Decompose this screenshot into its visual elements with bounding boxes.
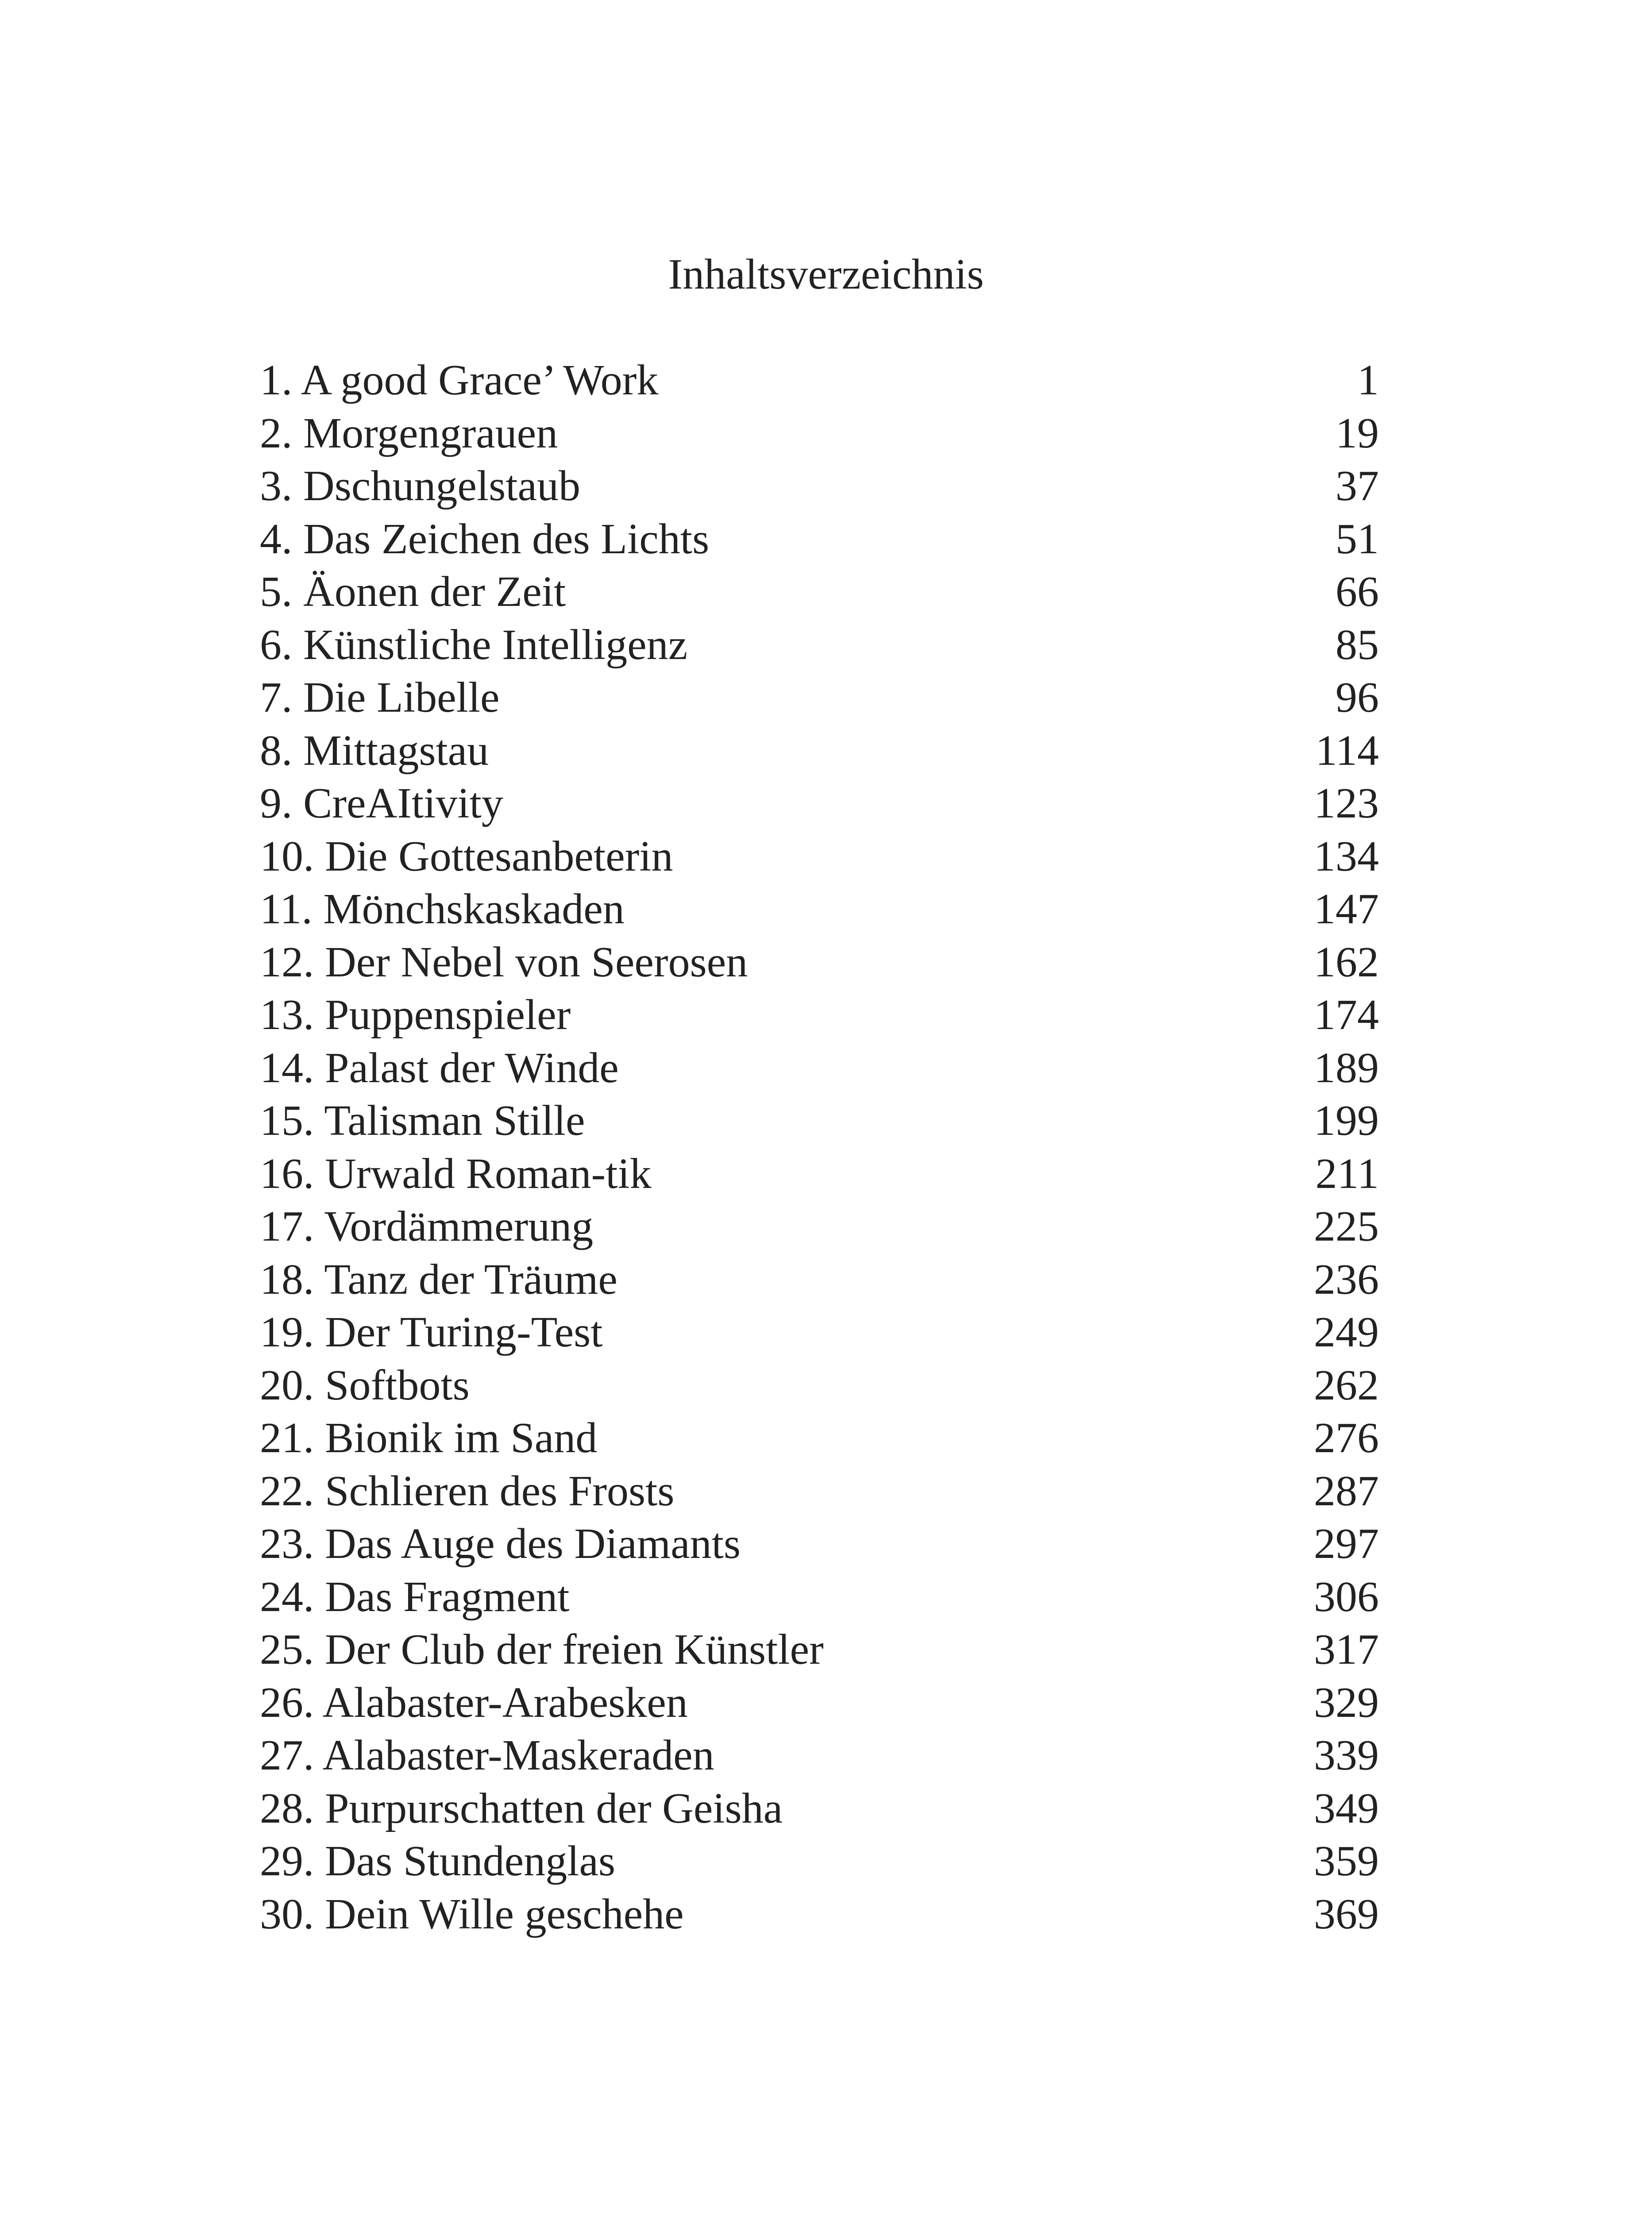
toc-entry-page-number: 369 xyxy=(1314,1890,1379,1938)
toc-entry-title: 13. Puppenspieler xyxy=(260,991,571,1039)
toc-entry-title: 4. Das Zeichen des Lichts xyxy=(260,515,710,563)
toc-entry-title: 21. Bionik im Sand xyxy=(260,1414,598,1462)
toc-entry-page-number: 317 xyxy=(1314,1626,1379,1673)
toc-entry xyxy=(260,1835,1379,1888)
toc-entry-title: 6. Künstliche Intelligenz xyxy=(260,621,688,669)
toc-entry-page-number: 199 xyxy=(1314,1097,1379,1145)
toc-entry-page-number: 85 xyxy=(1335,621,1379,669)
toc-entry-page-number: 276 xyxy=(1314,1414,1379,1462)
toc-entry-page-number: 134 xyxy=(1314,832,1379,880)
toc-entry xyxy=(260,460,1379,513)
toc-entry-page-number: 123 xyxy=(1314,779,1379,827)
toc-entry-title: 24. Das Fragment xyxy=(260,1573,570,1621)
toc-entry-page-number: 359 xyxy=(1314,1837,1379,1885)
toc-entry-title: 7. Die Libelle xyxy=(260,674,500,721)
toc-entry-title: 1. A good Grace’ Work xyxy=(260,356,659,404)
toc-entry xyxy=(260,671,1379,725)
toc-entry-title: 10. Die Gottesanbeterin xyxy=(260,832,673,880)
toc-entry-title: 9. CreAItivity xyxy=(260,779,503,827)
toc-entry xyxy=(260,1306,1379,1359)
toc-entry-page-number: 66 xyxy=(1335,568,1379,616)
toc-entry-page-number: 297 xyxy=(1314,1520,1379,1568)
toc-entry-page-number: 37 xyxy=(1335,462,1379,510)
toc-entry xyxy=(260,1571,1379,1624)
toc-entry-page-number: 306 xyxy=(1314,1573,1379,1621)
toc-entry xyxy=(260,1518,1379,1571)
toc-entry xyxy=(260,1677,1379,1730)
toc-entry xyxy=(260,1888,1379,1941)
toc-entry xyxy=(260,1095,1379,1148)
toc-entry-title: 5. Äonen der Zeit xyxy=(260,568,566,616)
toc-entry-page-number: 162 xyxy=(1314,938,1379,986)
toc-entry-title: 28. Purpurschatten der Geisha xyxy=(260,1784,783,1832)
toc-entry xyxy=(260,725,1379,778)
page-title: Inhaltsverzeichnis xyxy=(668,251,984,298)
toc-entry-title: 22. Schlieren des Frosts xyxy=(260,1467,675,1515)
toc-entry xyxy=(260,619,1379,672)
toc-entry xyxy=(260,1200,1379,1253)
toc-entry-title: 20. Softbots xyxy=(260,1361,470,1409)
toc-entry-page-number: 329 xyxy=(1314,1678,1379,1727)
toc-entry xyxy=(260,407,1379,460)
toc-entry xyxy=(260,883,1379,936)
toc-entry-page-number: 262 xyxy=(1314,1361,1379,1409)
toc-entry-title: 11. Mönchskaskaden xyxy=(260,885,625,933)
toc-entry xyxy=(260,1359,1379,1412)
toc-entry-title: 16. Urwald Roman-tik xyxy=(260,1149,652,1198)
toc-entry xyxy=(260,1782,1379,1835)
toc-entry-page-number: 114 xyxy=(1315,726,1379,775)
toc-entry-title: 15. Talisman Stille xyxy=(260,1097,585,1145)
toc-entry xyxy=(260,989,1379,1042)
toc-entry-page-number: 51 xyxy=(1335,515,1379,563)
toc-entry-title: 29. Das Stundenglas xyxy=(260,1837,615,1885)
toc-entry xyxy=(260,1465,1379,1518)
toc-entry xyxy=(260,1042,1379,1095)
toc-entry-title: 30. Dein Wille geschehe xyxy=(260,1890,684,1938)
toc-entry xyxy=(260,1623,1379,1677)
toc-entry xyxy=(260,513,1379,566)
toc-entry-page-number: 1 xyxy=(1357,356,1379,404)
toc-entry xyxy=(260,354,1379,407)
toc-entry-page-number: 287 xyxy=(1314,1467,1379,1515)
toc-entry-title: 14. Palast der Winde xyxy=(260,1044,619,1092)
toc-entry-page-number: 19 xyxy=(1335,409,1379,457)
toc-entry-title: 17. Vordämmerung xyxy=(260,1203,594,1250)
toc-entry xyxy=(260,1148,1379,1201)
toc-entry-title: 27. Alabaster-Maskeraden xyxy=(260,1731,714,1779)
toc-entry xyxy=(260,1412,1379,1465)
toc-entry-page-number: 339 xyxy=(1314,1731,1379,1779)
toc-entry-title: 19. Der Turing-Test xyxy=(260,1308,603,1356)
toc-entry-title: 3. Dschungelstaub xyxy=(260,462,580,510)
toc-entry-title: 12. Der Nebel von Seerosen xyxy=(260,938,748,986)
table-of-contents xyxy=(260,354,1379,1941)
toc-entry-page-number: 174 xyxy=(1314,991,1379,1039)
toc-entry xyxy=(260,566,1379,619)
toc-entry-page-number: 147 xyxy=(1314,885,1379,933)
toc-entry xyxy=(260,830,1379,883)
toc-entry-title: 2. Morgengrauen xyxy=(260,409,558,457)
toc-entry-page-number: 236 xyxy=(1314,1255,1379,1303)
toc-entry-title: 18. Tanz der Träume xyxy=(260,1255,618,1303)
toc-entry xyxy=(260,1729,1379,1782)
toc-entry-page-number: 211 xyxy=(1315,1149,1379,1198)
toc-entry-page-number: 189 xyxy=(1314,1044,1379,1092)
toc-entry-title: 8. Mittagstau xyxy=(260,726,489,775)
toc-entry-page-number: 249 xyxy=(1314,1308,1379,1356)
toc-entry-title: 23. Das Auge des Diamants xyxy=(260,1520,741,1568)
toc-entry xyxy=(260,936,1379,989)
toc-entry-title: 25. Der Club der freien Künstler xyxy=(260,1626,824,1673)
toc-entry-page-number: 349 xyxy=(1314,1784,1379,1832)
toc-entry xyxy=(260,1253,1379,1307)
toc-entry-page-number: 225 xyxy=(1314,1203,1379,1250)
toc-entry xyxy=(260,777,1379,830)
toc-entry-page-number: 96 xyxy=(1335,674,1379,721)
toc-entry-title: 26. Alabaster-Arabesken xyxy=(260,1678,688,1727)
